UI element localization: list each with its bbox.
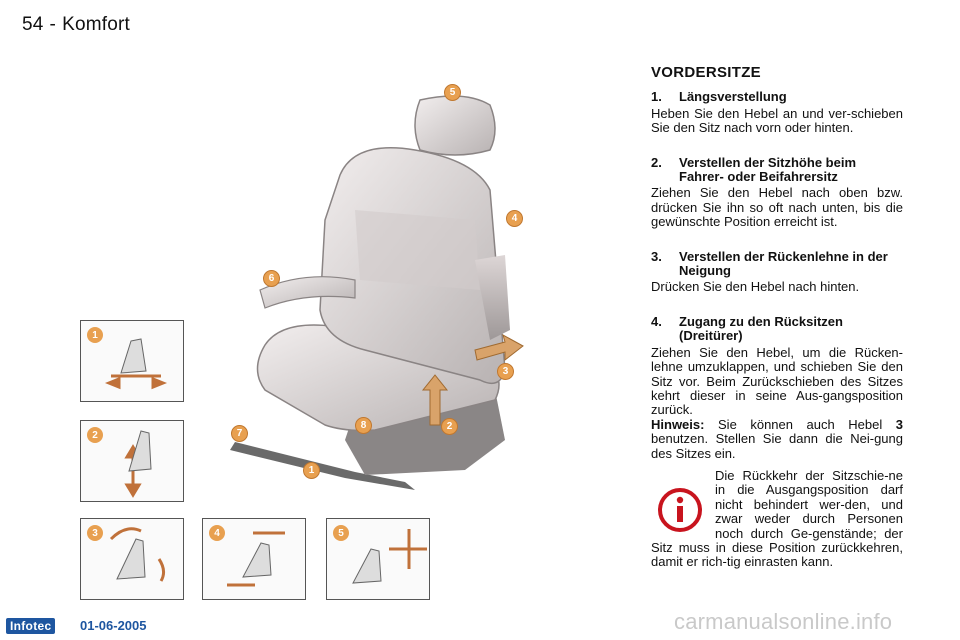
thumbnail-1-badge: 1	[87, 327, 103, 343]
hinweis-lever: 3	[895, 416, 903, 432]
info-text: Die Rückkehr der Sitzschie-ne in die Ausgangsposition darf nicht behindert wer-den, und zwar weder durch Personen noch durch Ge-genstände; der Sitz muss in diese Position zurückkehren, damit er rich-tig einrasten kann.	[651, 467, 903, 570]
page-header	[22, 14, 136, 36]
callout-5: 5	[444, 84, 461, 101]
hinweis-text-after: benutzen. Stellen Sie dann die Nei-gung des Sitzes ein.	[651, 431, 903, 461]
thumbnail-2-badge: 2	[87, 427, 103, 443]
section-title: VORDERSITZE	[651, 64, 761, 81]
section-2-number: 2.	[651, 154, 662, 170]
watermark: carmanualsonline.info	[674, 609, 893, 634]
info-box	[651, 469, 903, 570]
header-separator: -	[49, 14, 57, 35]
section-4	[651, 315, 903, 418]
hinweis-text-before: Sie können auch Hebel	[718, 416, 883, 432]
section-3-number: 3.	[651, 248, 662, 264]
hinweis-note	[651, 418, 903, 461]
chapter-title: Komfort	[62, 14, 130, 35]
section-3-title: Verstellen der Rückenlehne in der Neigung	[679, 248, 888, 279]
thumbnail-5-badge: 5	[333, 525, 349, 541]
section-4-number: 4.	[651, 313, 662, 329]
callout-7: 7	[231, 425, 248, 442]
section-2	[651, 156, 903, 230]
infotec-logo: Infotec	[6, 618, 55, 634]
seat-illustration	[205, 80, 545, 500]
thumbnail-5	[326, 518, 430, 600]
hinweis-label: Hinweis:	[651, 416, 705, 432]
seat-drawing	[205, 80, 545, 500]
section-1-title: Längsverstellung	[679, 89, 787, 105]
callout-1: 1	[303, 462, 320, 479]
page-number: 54	[22, 14, 44, 35]
text-column	[651, 66, 903, 570]
section-4-title: Zugang zu den Rücksitzen (Dreitürer)	[679, 313, 843, 344]
thumbnail-1	[80, 320, 184, 402]
section-4-heading	[651, 315, 903, 344]
thumbnail-2	[80, 420, 184, 502]
info-icon	[651, 483, 709, 537]
thumbnail-4	[202, 518, 306, 600]
section-1	[651, 90, 903, 135]
callout-2: 2	[441, 418, 458, 435]
section-1-heading	[651, 90, 903, 104]
section-1-number: 1.	[651, 89, 662, 105]
thumbnail-3-badge: 3	[87, 525, 103, 541]
section-2-title: Verstellen der Sitzhöhe beim Fahrer- oder Beifahrersitz	[679, 154, 856, 185]
section-3-body: Drücken Sie den Hebel nach hinten.	[651, 279, 860, 295]
section-3	[651, 250, 903, 295]
thumbnail-4-badge: 4	[209, 525, 225, 541]
section-1-body: Heben Sie den Hebel an und ver-schieben Sie den Sitz nach vorn oder hinten.	[651, 105, 903, 136]
callout-8: 8	[355, 417, 372, 434]
section-3-heading	[651, 250, 903, 279]
callout-6: 6	[263, 270, 280, 287]
section-2-body: Ziehen Sie den Hebel nach oben bzw. drücken Sie ihn so oft nach unten, bis die gewünschte Position erreicht ist.	[651, 185, 903, 230]
callout-3: 3	[497, 363, 514, 380]
footer-date: 01-06-2005	[80, 618, 147, 633]
section-2-heading	[651, 156, 903, 185]
callout-4: 4	[506, 210, 523, 227]
section-4-body: Ziehen Sie den Hebel, um die Rücken-lehne umzuklappen, und schieben Sie den Sitz vor. Beim Zurückschieben des Sitzes kehrt dieser in seine Aus-gangsposition zurück.	[651, 344, 903, 418]
thumbnail-3	[80, 518, 184, 600]
